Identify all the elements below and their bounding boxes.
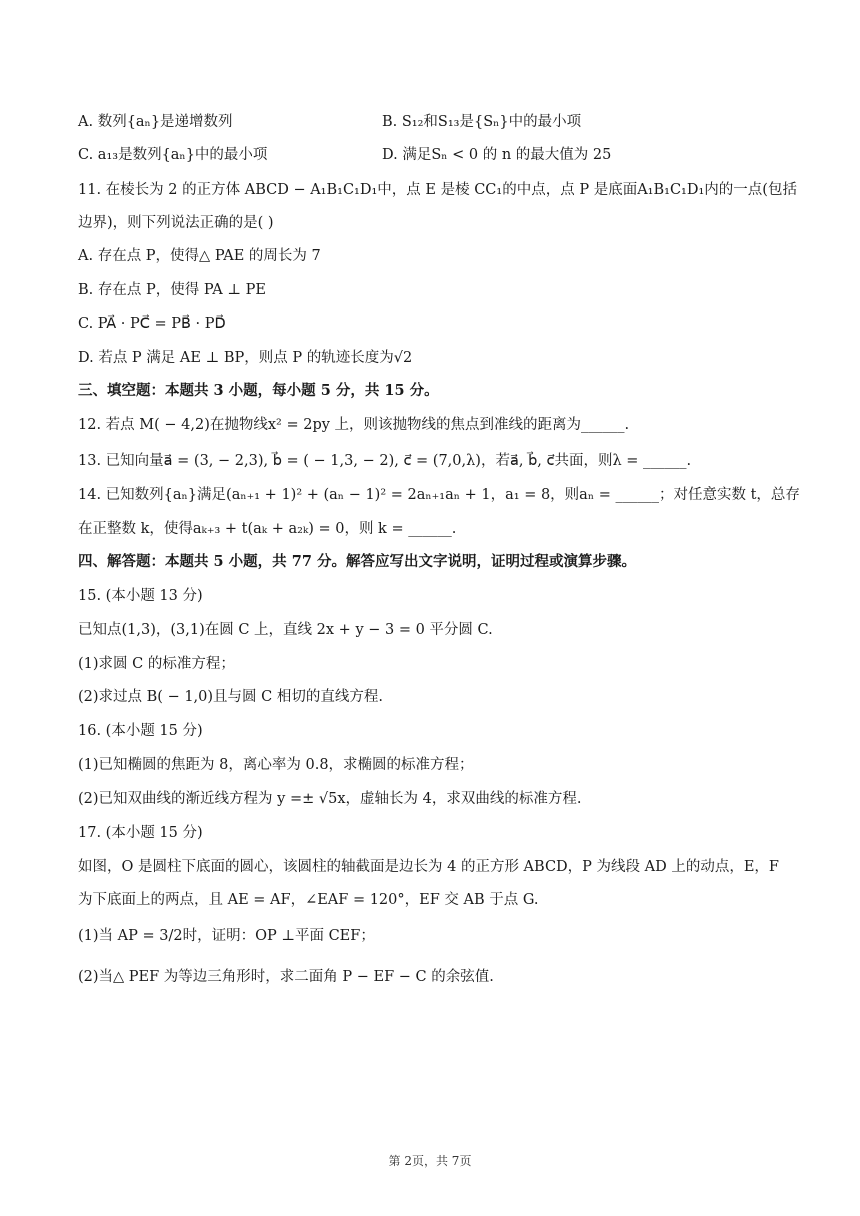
text-line: (1)当 AP = 3/2时，证明：OP ⊥平面 CEF； xyxy=(78,928,375,944)
page-footer: 第 2页，共 7页 xyxy=(388,1154,472,1168)
text-line: C. a₁₃是数列{aₙ}中的最小项 xyxy=(78,147,268,163)
text-line: 如图，O 是圆柱下底面的圆心，该圆柱的轴截面是边长为 4 的正方形 ABCD，P 为线段 AD 上的动点，E，F xyxy=(78,859,779,875)
text-line: A. 数列{aₙ}是递增数列 xyxy=(78,114,233,130)
text-line: (1)求圆 C 的标准方程； xyxy=(78,656,235,672)
text-line: 14. 已知数列{aₙ}满足(aₙ₊₁ + 1)² + (aₙ − 1)² = 2aₙ₊₁aₙ + 1，a₁ = 8，则aₙ = ______；对任意实数 t，总存 xyxy=(78,487,800,503)
text-line: 三、填空题：本题共 3 小题，每小题 5 分，共 15 分。 xyxy=(78,382,439,399)
text-line: (2)求过点 B( − 1,0)且与圆 C 相切的直线方程. xyxy=(78,689,383,705)
text-line: (2)当△ PEF 为等边三角形时，求二面角 P − EF − C 的余弦值. xyxy=(78,969,494,985)
text-line: 11. 在棱长为 2 的正方体 ABCD − A₁B₁C₁D₁中，点 E 是棱 CC₁的中点，点 P 是底面A₁B₁C₁D₁内的一点(包括 xyxy=(78,182,797,198)
text-line: C. PA⃗ · PC⃗ = PB⃗ · PD⃗ xyxy=(78,316,226,332)
text-line: 15. (本小题 13 分) xyxy=(78,588,203,604)
text-line: 四、解答题：本题共 5 小题，共 77 分。解答应写出文字说明，证明过程或演算步骤。 xyxy=(78,553,636,570)
text-line: B. 存在点 P，使得 PA ⊥ PE xyxy=(78,282,266,298)
text-line: 在正整数 k，使得aₖ₊₃ + t(aₖ + a₂ₖ) = 0，则 k = ______. xyxy=(78,521,457,537)
text-line: 边界)，则下列说法正确的是( ) xyxy=(78,215,274,231)
text-line: D. 满足Sₙ < 0 的 n 的最大值为 25 xyxy=(382,147,612,163)
text-line: D. 若点 P 满足 AE ⊥ BP，则点 P 的轨迹长度为√2 xyxy=(78,350,413,366)
text-line: (2)已知双曲线的渐近线方程为 y =± √5x，虚轴长为 4，求双曲线的标准方程. xyxy=(78,791,582,807)
text-line: B. S₁₂和S₁₃是{Sₙ}中的最小项 xyxy=(382,114,582,130)
text-line: 12. 若点 M( − 4,2)在抛物线x² = 2py 上，则该抛物线的焦点到准线的距离为______. xyxy=(78,417,630,433)
text-line: 已知点(1,3)，(3,1)在圆 C 上，直线 2x + y − 3 = 0 平分圆 C. xyxy=(78,622,493,638)
text-line: 为下底面上的两点，且 AE = AF，∠EAF = 120°，EF 交 AB 于点 G. xyxy=(78,892,539,908)
text-line: (1)已知椭圆的焦距为 8，离心率为 0.8，求椭圆的标准方程； xyxy=(78,757,474,773)
text-line: 17. (本小题 15 分) xyxy=(78,825,203,841)
text-line: A. 存在点 P，使得△ PAE 的周长为 7 xyxy=(78,248,321,264)
text-line: 16. (本小题 15 分) xyxy=(78,723,203,739)
text-line: 13. 已知向量a⃗ = (3, − 2,3), b⃗ = ( − 1,3, − 2), c⃗ = (7,0,λ)，若a⃗, b⃗, c⃗共面，则λ = ______. xyxy=(78,453,692,469)
